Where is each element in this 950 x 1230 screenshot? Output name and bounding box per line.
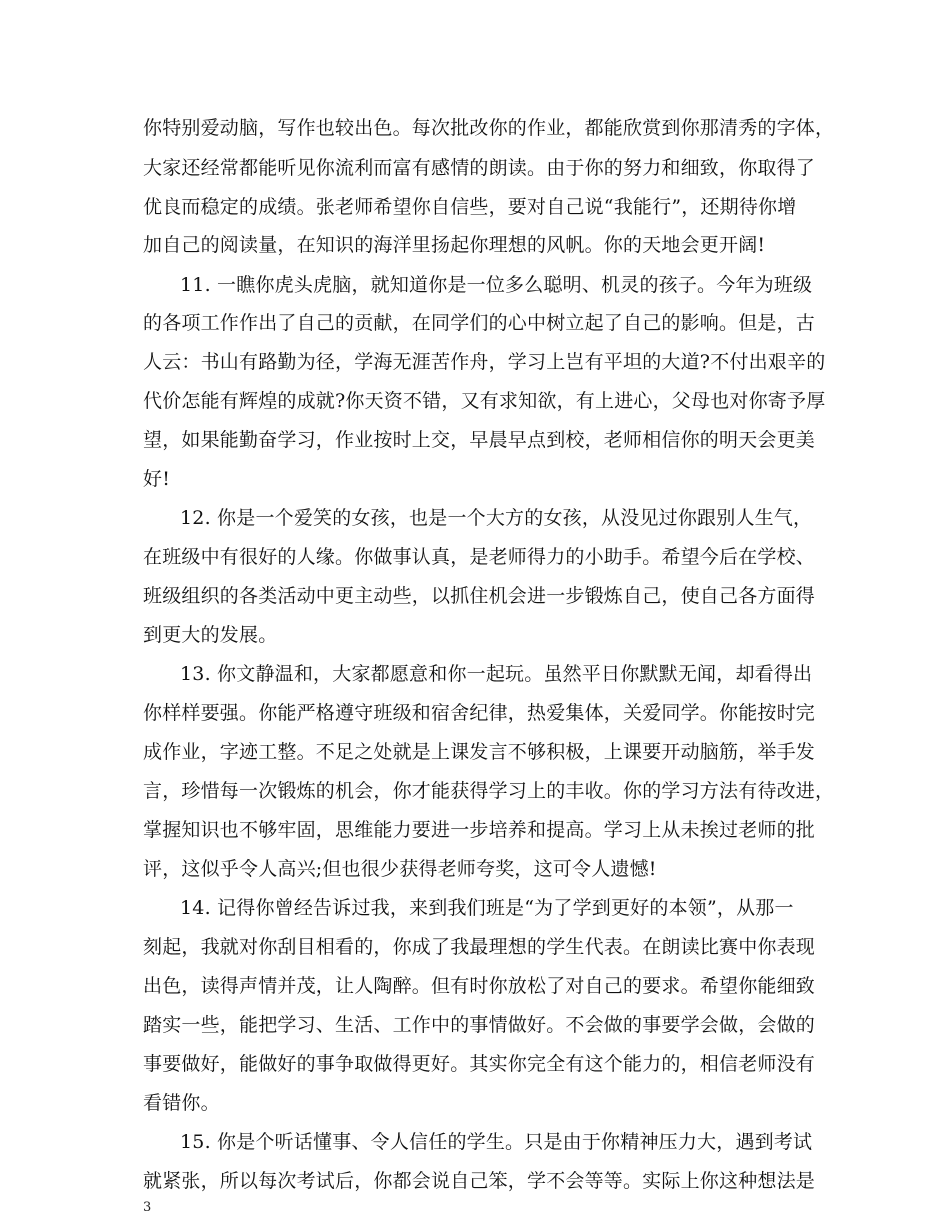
text-line: 掌握知识也不够牢固，思维能力要进一步培养和提高。学习上从未挨过老师的批: [143, 819, 816, 841]
text-line: 优良而稳定的成绩。张老师希望你自信些，要对自己说“我能行”，还期待你增: [143, 196, 797, 218]
text-line: 你样样要强。你能严格遵守班级和宿舍纪律，热爱集体，关爱同学。你能按时完: [143, 702, 816, 724]
paragraph-15-start: 15. 你是个听话懂事、令人信任的学生。只是由于你精神压力大，遇到考试: [180, 1131, 813, 1153]
text-line: 代价怎能有辉煌的成就?你天资不错，又有求知欲，有上进心，父母也对你寄予厚: [143, 390, 826, 412]
text-line: 你特别爱动脑，写作也较出色。每次批改你的作业，都能欣赏到你那清秀的字体，: [143, 117, 835, 139]
page-number: 3: [143, 1200, 152, 1215]
text-line: 大家还经常都能听见你流利而富有感情的朗读。由于你的努力和细致，你取得了: [143, 157, 816, 179]
paragraph-13-start: 13. 你文静温和，大家都愿意和你一起玩。虽然平日你默默无闻，却看得出: [180, 663, 813, 685]
text-line: 出色，读得声情并茂，让人陶醉。但有时你放松了对自己的要求。希望你能细致: [143, 975, 816, 997]
text-line: 在班级中有很好的人缘。你做事认真，是老师得力的小助手。希望今后在学校、: [143, 546, 816, 568]
text-line: 加自己的阅读量，在知识的海洋里扬起你理想的风帆。你的天地会更开阔!: [143, 234, 766, 256]
paragraph-12-start: 12. 你是一个爱笑的女孩，也是一个大方的女孩，从没见过你跟别人生气，: [180, 507, 813, 529]
text-line: 看错你。: [143, 1092, 220, 1114]
text-line: 到更大的发展。: [143, 624, 278, 646]
text-line: 评，这似乎令人高兴;但也很少获得老师夸奖，这可令人遗憾!: [143, 858, 657, 880]
text-line: 言，珍惜每一次锻炼的机会，你才能获得学习上的丰收。你的学习方法有待改进，: [143, 780, 835, 802]
paragraph-14-start: 14. 记得你曾经告诉过我，来到我们班是“为了学到更好的本领”，从那一: [180, 897, 794, 919]
text-line: 班级组织的各类活动中更主动些，以抓住机会进一步锻炼自己，使自己各方面得: [143, 585, 816, 607]
text-line: 望，如果能勤奋学习，作业按时上交，早晨早点到校，老师相信你的明天会更美: [143, 429, 816, 451]
paragraph-11-start: 11. 一瞧你虎头虎脑，就知道你是一位多么聪明、机灵的孩子。今年为班级: [180, 274, 813, 296]
text-line: 刻起，我就对你刮目相看的，你成了我最理想的学生代表。在朗读比赛中你表现: [143, 936, 816, 958]
text-line: 好!: [143, 468, 171, 490]
text-line: 事要做好，能做好的事争取做得更好。其实你完全有这个能力的，相信老师没有: [143, 1053, 816, 1075]
text-line: 就紧张，所以每次考试后，你都会说自己笨，学不会等等。实际上你这种想法是: [143, 1170, 816, 1192]
text-line: 的各项工作作出了自己的贡献，在同学们的心中树立起了自己的影响。但是，古: [143, 312, 816, 334]
text-line: 踏实一些，能把学习、生活、工作中的事情做好。不会做的事要学会做，会做的: [143, 1014, 816, 1036]
text-line: 人云：书山有路勤为径，学海无涯苦作舟，学习上岂有平坦的大道?不付出艰辛的: [143, 351, 826, 373]
text-line: 成作业，字迹工整。不足之处就是上课发言不够积极，上课要开动脑筋，举手发: [143, 741, 816, 763]
